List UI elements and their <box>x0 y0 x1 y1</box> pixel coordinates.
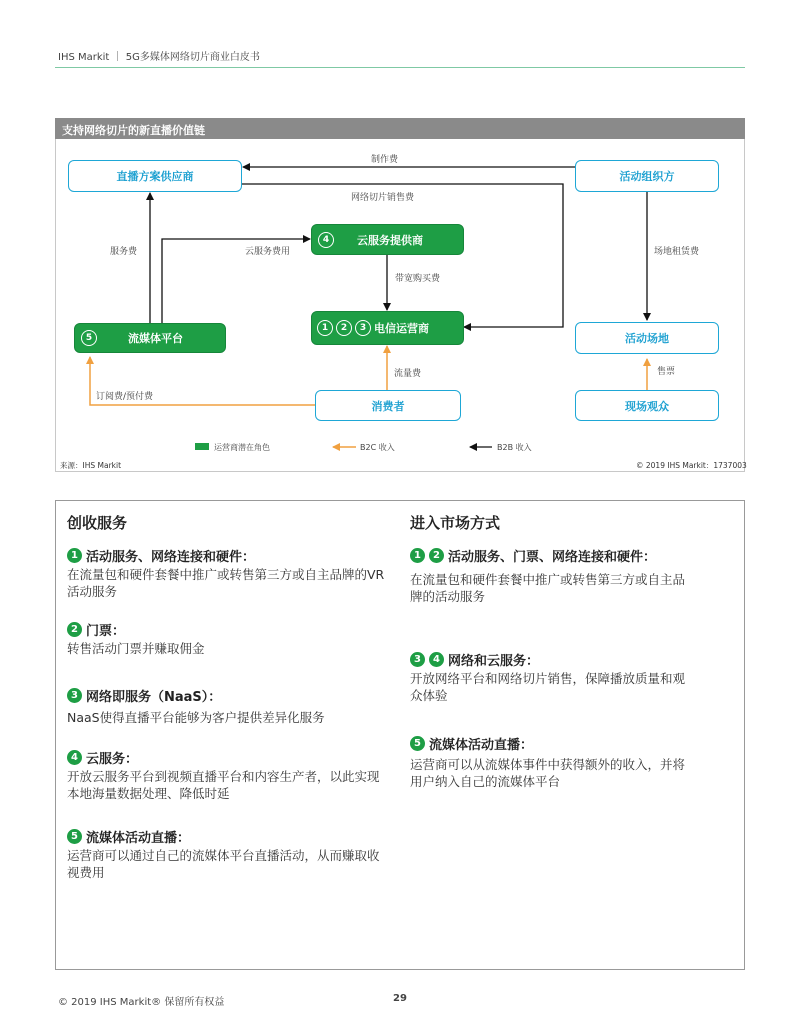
figure-source: 来源：IHS Markit <box>60 461 122 470</box>
market-title: 进入市场方式 <box>410 514 501 532</box>
label-bandwidth-fee: 带宽购买费 <box>395 274 441 284</box>
header-text: IHS Markit ｜ 5G多媒体网络切片商业白皮书 <box>58 52 260 63</box>
badge-2: 2 <box>336 320 352 336</box>
legend-potential-role: 运营商潜在角色 <box>214 443 270 452</box>
footer-copyright: © 2019 IHS Markit® 保留所有权益 <box>58 997 225 1008</box>
revenue-item-2-body: 转售活动门票并赚取佣金 <box>67 641 205 656</box>
node-live-audience: 现场观众 <box>575 390 719 421</box>
revenue-item-4-title: 4 云服务： <box>67 748 138 767</box>
node-venue: 活动场地 <box>575 322 719 354</box>
label-subscription-fee: 订阅费/预付费 <box>96 392 154 402</box>
badge-3: 3 <box>355 320 371 336</box>
revenue-item-1-title: 1 活动服务、网络连接和硬件： <box>67 546 255 565</box>
revenue-item-5-body: 运营商可以通过自己的流媒体平台直播活动，从而赚取收视费用 <box>67 848 380 880</box>
badge-5: 5 <box>67 829 82 844</box>
market-item-2-body: 开放网络平台和网络切片销售，保障播放质量和观众体验 <box>410 671 686 703</box>
revenue-item-3-title: 3 网络即服务（NaaS）： <box>67 686 221 705</box>
badge-2: 2 <box>67 622 82 637</box>
revenue-item-5-title: 5 流媒体活动直播： <box>67 827 190 846</box>
label-slice-sales-fee: 网络切片销售费 <box>351 193 415 203</box>
revenue-item-4-body: 开放云服务平台到视频直播平台和内容生产者，以此实现本地海量数据处理、降低时延 <box>67 769 380 801</box>
market-item-1-body: 在流量包和硬件套餐中推广或转售第三方或自主品牌的活动服务 <box>410 572 686 604</box>
node-telecom-operator: 1 2 3 电信运营商 <box>311 311 464 345</box>
revenue-item-1-body: 在流量包和硬件套餐中推广或转售第三方或自主品牌的VR活动服务 <box>67 567 385 599</box>
market-item-3-title: 5 流媒体活动直播： <box>410 734 533 753</box>
badge-1: 1 <box>410 548 425 563</box>
label-production-fee: 制作费 <box>371 155 399 165</box>
revenue-item-2-title: 2 门票： <box>67 620 125 639</box>
badge-4: 4 <box>67 750 82 765</box>
market-item-2-title: 3 4 网络和云服务： <box>410 650 539 669</box>
node-live-solution-provider: 直播方案供应商 <box>68 160 242 192</box>
label-cloud-fee: 云服务费用 <box>245 247 291 257</box>
figure-title: 支持网络切片的新直播价值链 <box>62 124 205 137</box>
market-item-3-body: 运营商可以从流媒体事件中获得额外的收入，并将用户纳入自己的流媒体平台 <box>410 757 686 789</box>
node-event-organizer: 活动组织方 <box>575 160 719 192</box>
label-traffic-fee: 流量费 <box>394 369 422 379</box>
badge-5: 5 <box>410 736 425 751</box>
label-service-fee: 服务费 <box>110 247 138 257</box>
page-number: 29 <box>393 993 407 1004</box>
badge-1: 1 <box>317 320 333 336</box>
badge-3: 3 <box>67 688 82 703</box>
legend-b2b: B2B 收入 <box>497 443 532 452</box>
revenue-title: 创收服务 <box>67 514 128 532</box>
badge-5: 5 <box>81 330 97 346</box>
revenue-item-3-body: NaaS使得直播平台能够为客户提供差异化服务 <box>67 710 325 725</box>
node-streaming-platform: 5 流媒体平台 <box>74 323 226 353</box>
badge-1: 1 <box>67 548 82 563</box>
figure-copyright: © 2019 IHS Markit：1737003 <box>636 461 747 470</box>
legend-b2c: B2C 收入 <box>360 443 395 452</box>
badge-3: 3 <box>410 652 425 667</box>
label-ticket-sales: 售票 <box>657 367 676 377</box>
node-cloud-provider: 4 云服务提供商 <box>311 224 464 255</box>
badge-4: 4 <box>429 652 444 667</box>
label-venue-rent: 场地租赁费 <box>654 247 700 257</box>
node-consumer: 消费者 <box>315 390 461 421</box>
badge-4: 4 <box>318 232 334 248</box>
legend-green-swatch <box>195 443 209 450</box>
badge-2: 2 <box>429 548 444 563</box>
market-item-1-title: 1 2 活动服务、门票、网络连接和硬件： <box>410 546 656 565</box>
